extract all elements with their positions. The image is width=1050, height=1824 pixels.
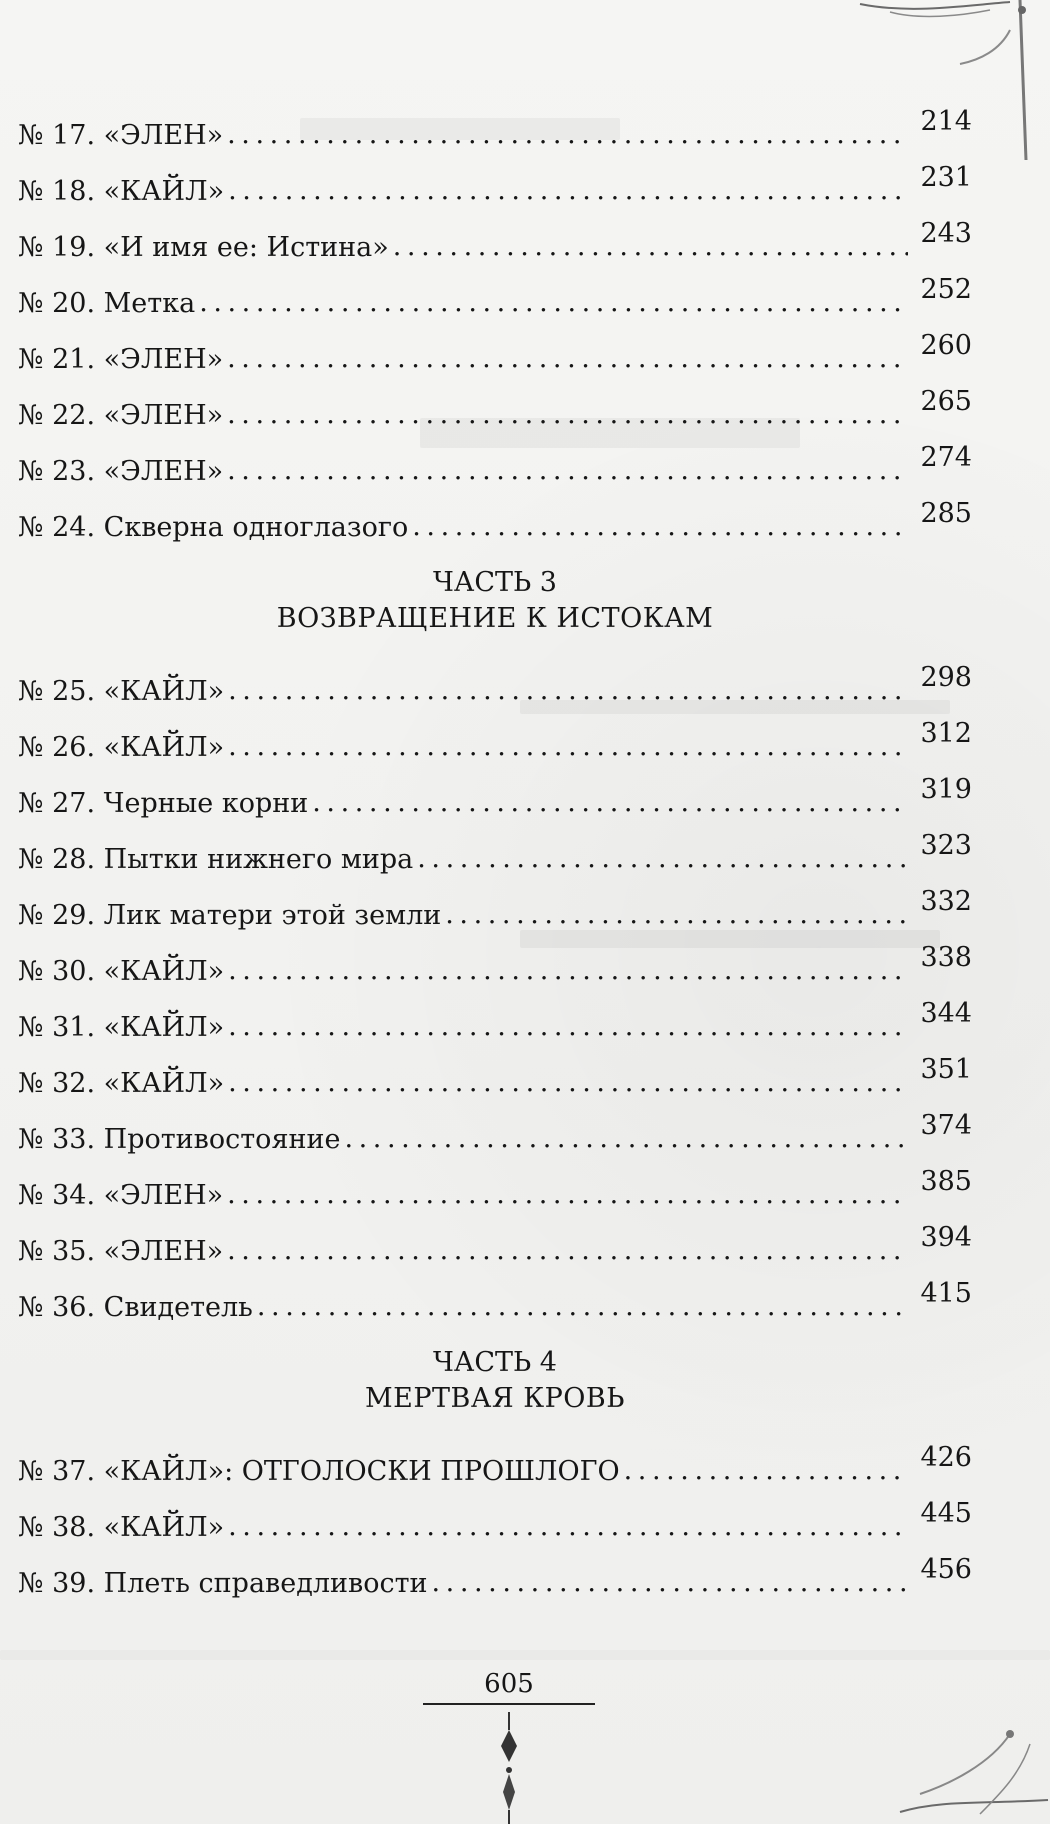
toc-entry-page: 415	[920, 1278, 972, 1309]
toc-entry-page: 274	[920, 442, 972, 473]
toc-leader-dots	[432, 1569, 908, 1596]
toc-entry-page: 445	[920, 1498, 972, 1529]
toc-entry-page: 338	[920, 942, 972, 973]
toc-entry-title: № 18. «КАЙЛ»	[18, 176, 225, 207]
toc-entry-title: № 28. Пытки нижнего мира	[18, 844, 414, 875]
toc-entry	[18, 985, 972, 1041]
toc-entry-page: 332	[920, 886, 972, 917]
toc-leader-dots	[227, 1181, 908, 1208]
toc-entry-page: 298	[920, 662, 972, 693]
toc-leader-dots	[393, 233, 908, 260]
toc-entry	[18, 929, 972, 985]
toc-entry-page: 374	[920, 1110, 972, 1141]
toc-entry-page: 351	[920, 1054, 972, 1085]
toc-leader-dots	[412, 513, 908, 540]
toc-group-a	[18, 93, 972, 541]
toc-group-c	[18, 1429, 972, 1597]
toc-leader-dots	[445, 901, 908, 928]
toc-entry-page: 426	[920, 1442, 972, 1473]
toc-leader-dots	[227, 457, 908, 484]
toc-entry	[18, 1097, 972, 1153]
toc-leader-dots	[199, 289, 908, 316]
toc-entry	[18, 705, 972, 761]
toc-leader-dots	[624, 1457, 908, 1484]
toc-entry-page: 214	[920, 106, 972, 137]
toc-leader-dots	[228, 177, 908, 204]
page-number: 605	[484, 1669, 534, 1699]
toc-entry	[18, 373, 972, 429]
toc-entry-title: № 23. «ЭЛЕН»	[18, 456, 224, 487]
toc-leader-dots	[228, 733, 908, 760]
toc-entry	[18, 485, 972, 541]
toc-entry-title: № 37. «КАЙЛ»: ОТГОЛОСКИ ПРОШЛОГО	[18, 1456, 620, 1487]
toc-entry-page: 260	[920, 330, 972, 361]
toc-leader-dots	[227, 345, 908, 372]
toc-entry-page: 344	[920, 998, 972, 1029]
toc-entry-title: № 39. Плеть справедливости	[18, 1568, 428, 1599]
toc-entry-page: 394	[920, 1222, 972, 1253]
toc-leader-dots	[228, 677, 908, 704]
toc-leader-dots	[228, 957, 908, 984]
toc-entry	[18, 429, 972, 485]
toc-entry-title: № 17. «ЭЛЕН»	[18, 120, 224, 151]
toc-entry-title: № 20. Метка	[18, 288, 196, 319]
toc-entry	[18, 1265, 972, 1321]
toc-entry-page: 231	[920, 162, 972, 193]
toc-leader-dots	[227, 401, 908, 428]
toc-entry	[18, 761, 972, 817]
toc-leader-dots	[257, 1293, 908, 1320]
toc-entry	[18, 1153, 972, 1209]
toc-leader-dots	[227, 1237, 908, 1264]
toc-entry-page: 285	[920, 498, 972, 529]
toc-entry	[18, 873, 972, 929]
toc-entry-title: № 19. «И имя ее: Истина»	[18, 232, 389, 263]
toc-leader-dots	[228, 1513, 908, 1540]
toc-group-b	[18, 649, 972, 1321]
toc-entry-page: 243	[920, 218, 972, 249]
toc-entry-title: № 30. «КАЙЛ»	[18, 956, 225, 987]
toc-entry-page: 312	[920, 718, 972, 749]
show-through-smudge	[0, 1650, 1050, 1660]
toc-entry	[18, 317, 972, 373]
toc-entry-title: № 35. «ЭЛЕН»	[18, 1236, 224, 1267]
toc-entry-title: № 36. Свидетель	[18, 1292, 253, 1323]
toc-entry-page: 252	[920, 274, 972, 305]
folio-rule	[423, 1703, 595, 1705]
corner-flourish-icon	[860, 1704, 1050, 1824]
toc-entry-title: № 38. «КАЙЛ»	[18, 1512, 225, 1543]
toc-leader-dots	[312, 789, 908, 816]
part-number: ЧАСТЬ 4	[433, 1347, 557, 1378]
toc-entry-title: № 29. Лик матери этой земли	[18, 900, 442, 931]
toc-entry-title: № 34. «ЭЛЕН»	[18, 1180, 224, 1211]
toc-entry	[18, 649, 972, 705]
toc-entry-page: 323	[920, 830, 972, 861]
toc-entry-page: 319	[920, 774, 972, 805]
toc-entry-title: № 22. «ЭЛЕН»	[18, 400, 224, 431]
toc-entry	[18, 93, 972, 149]
toc-entry-title: № 33. Противостояние	[18, 1124, 341, 1155]
toc-entry-title: № 27. Черные корни	[18, 788, 309, 819]
toc-entry-page: 456	[920, 1554, 972, 1585]
folio-ornament-icon	[495, 1712, 523, 1824]
part-heading	[18, 541, 972, 649]
part-title: ВОЗВРАЩЕНИЕ К ИСТОКАМ	[276, 603, 714, 634]
toc-leader-dots	[228, 1069, 908, 1096]
toc-leader-dots	[417, 845, 908, 872]
toc-leader-dots	[227, 121, 908, 148]
toc-entry-title: № 24. Скверна одноглазого	[18, 512, 409, 543]
toc-entry	[18, 1041, 972, 1097]
toc-entry-page: 385	[920, 1166, 972, 1197]
toc-entry	[18, 1541, 972, 1597]
toc-entry	[18, 1429, 972, 1485]
toc-leader-dots	[228, 1013, 908, 1040]
part-heading	[18, 1321, 972, 1429]
toc-entry-page: 265	[920, 386, 972, 417]
toc-entry	[18, 205, 972, 261]
part-number: ЧАСТЬ 3	[433, 567, 557, 598]
toc-entry-title: № 31. «КАЙЛ»	[18, 1012, 225, 1043]
toc-entry-title: № 21. «ЭЛЕН»	[18, 344, 224, 375]
toc-entry	[18, 149, 972, 205]
part-title: МЕРТВАЯ КРОВЬ	[365, 1383, 625, 1414]
toc-entry	[18, 1209, 972, 1265]
toc-entry	[18, 817, 972, 873]
toc-entry-title: № 25. «КАЙЛ»	[18, 676, 225, 707]
toc-entry	[18, 261, 972, 317]
toc-entry-title: № 32. «КАЙЛ»	[18, 1068, 225, 1099]
toc-entry-title: № 26. «КАЙЛ»	[18, 732, 225, 763]
toc-leader-dots	[344, 1125, 908, 1152]
table-of-contents	[18, 93, 972, 1597]
toc-entry	[18, 1485, 972, 1541]
